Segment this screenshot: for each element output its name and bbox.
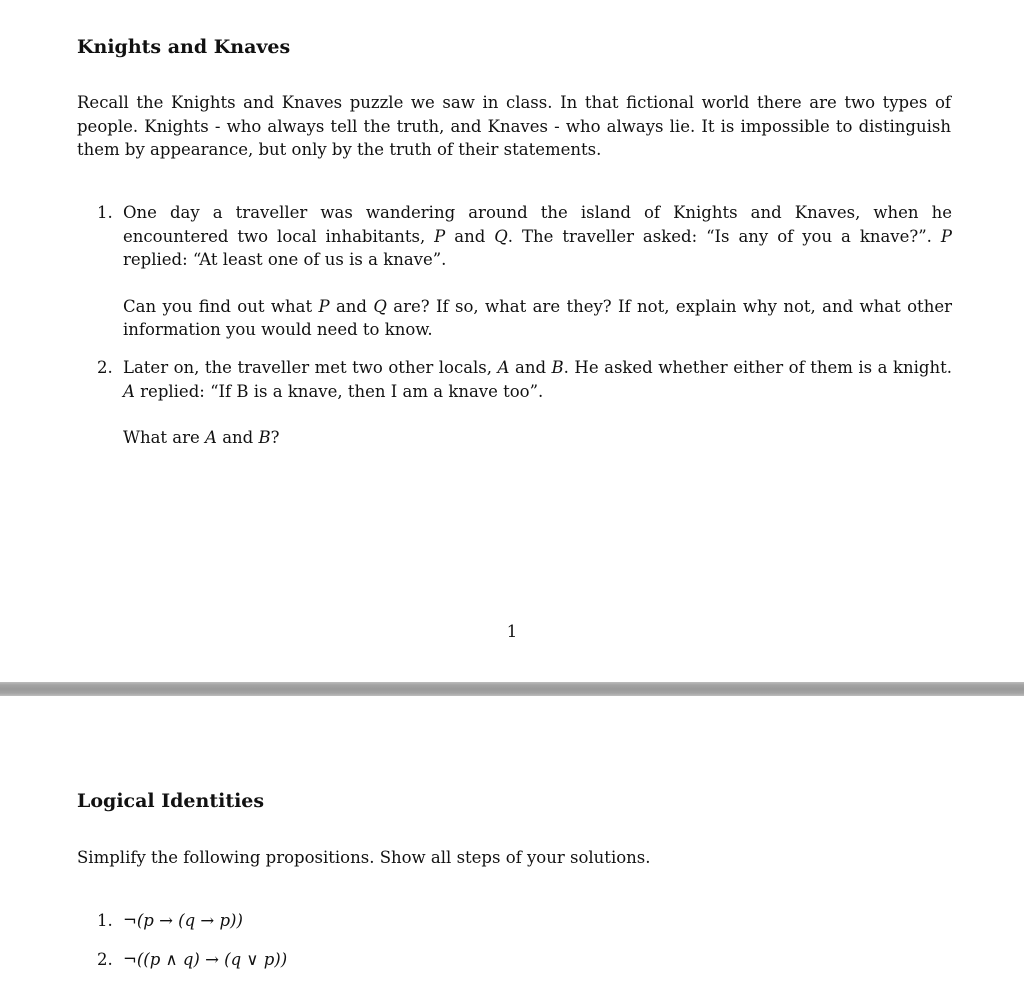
list-item (97, 909, 243, 933)
section-title-knights-knaves: Knights and Knaves (77, 36, 291, 58)
list-item (97, 948, 287, 972)
puzzle-1-statement: One day a traveller was wandering around the island of Knights and Knaves, when he encountered two local inhabitants, P and Q. The traveller asked: “Is any of you a knave?”. P replied: “At least one of us is a knave”. (123, 203, 952, 269)
list-item (97, 201, 952, 342)
page-separator (0, 682, 1024, 696)
section-title-logical-identities: Logical Identities (77, 790, 265, 812)
page-number: 1 (506, 622, 518, 641)
list-item-number: 2. (97, 358, 113, 377)
puzzle-2-statement: Later on, the traveller met two other locals, A and B. He asked whether either of them is a knight. A replied: “If B is a knave, then I am a knave too”. (123, 358, 952, 401)
list-item (97, 356, 952, 450)
list-item-number: 1. (97, 203, 113, 222)
document-page-2 (0, 696, 1024, 990)
formula-2: ¬((p ∧ q) → (q ∨ p)) (123, 950, 288, 969)
puzzle-1-question: Can you find out what P and Q are? If so, what are they? If not, explain why not, and what other information you would need to know. (123, 296, 952, 339)
list-item-number: 2. (97, 950, 113, 969)
intro-paragraph-logic: Simplify the following propositions. Show all steps of your solutions. (77, 848, 651, 867)
intro-paragraph-knights: Recall the Knights and Knaves puzzle we saw in class. In that fictional world there are two types of people. Knights - who always tell the truth, and Knaves - who always lie. It is impossible to distinguish them by appearance, but only by the truth of their statements. (77, 93, 951, 159)
puzzle-2-question: What are A and B? (123, 428, 280, 447)
formula-1: ¬(p → (q → p)) (123, 911, 243, 930)
list-item-number: 1. (97, 911, 113, 930)
